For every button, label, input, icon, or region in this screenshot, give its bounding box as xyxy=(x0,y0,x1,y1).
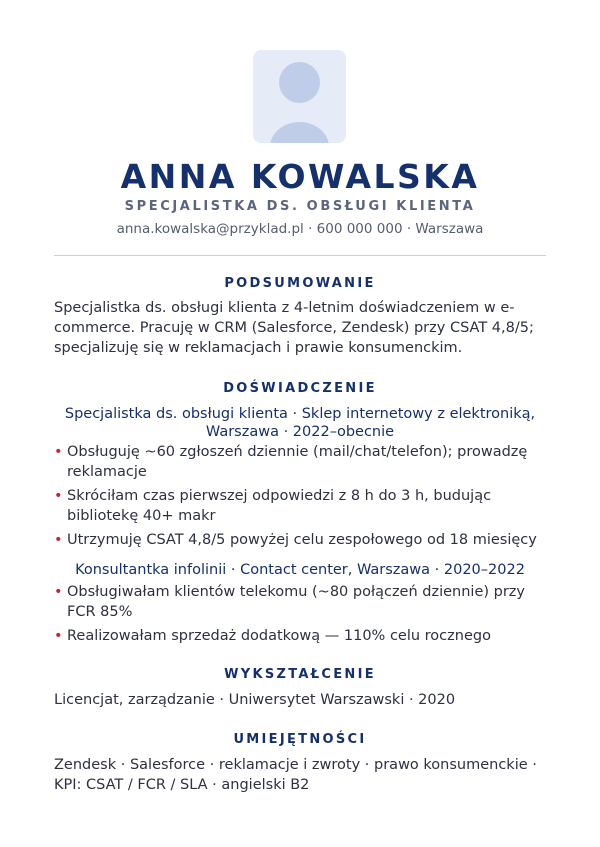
education-heading: WYKSZTAŁCENIE xyxy=(224,667,376,682)
job-2-bullets xyxy=(54,582,546,646)
avatar-body-shape xyxy=(270,122,329,143)
list-item: • Obsługuję ~60 zgłoszeń dziennie (mail/chat/telefon); prowadzę reklamacje xyxy=(54,442,546,482)
avatar-head-shape xyxy=(279,62,320,103)
skills-heading: UMIEJĘTNOŚCI xyxy=(233,732,367,747)
job-role-2: Konsultantka infolinii · Contact center, Warszawa · 2020–2022 xyxy=(75,562,525,578)
summary-heading: PODSUMOWANIE xyxy=(224,276,376,291)
skills-text: Zendesk · Salesforce · reklamacje i zwroty · prawo konsumenckie · KPI: CSAT / FCR / SLA · angielski B2 xyxy=(54,757,537,793)
job-title: SPECJALISTKA DS. OBSŁUGI KLIENTA xyxy=(124,199,476,214)
header-divider xyxy=(54,255,546,256)
contact-line: anna.kowalska@przyklad.pl · 600 000 000 · Warszawa xyxy=(116,221,484,237)
education-text: Licencjat, zarządzanie · Uniwersytet Warszawski · 2020 xyxy=(54,692,456,708)
job-1-bullets xyxy=(54,442,546,550)
summary-text: Specjalistka ds. obsługi klienta z 4-letnim doświadczeniem w e-commerce. Pracuję w CRM (Salesforce, Zendesk) przy CSAT 4,8/5; specjalizuję się w reklamacjach i prawie konsumenckim. xyxy=(54,300,534,356)
profile-photo-placeholder xyxy=(253,50,346,143)
list-item: • Obsługiwałam klientów telekomu (~80 połączeń dziennie) przy FCR 85% xyxy=(54,582,546,622)
experience-heading: DOŚWIADCZENIE xyxy=(223,381,377,396)
list-item: • Realizowałam sprzedaż dodatkową — 110% celu rocznego xyxy=(54,626,546,646)
list-item: • Skróciłam czas pierwszej odpowiedzi z 8 h do 3 h, budując bibliotekę 40+ makr xyxy=(54,486,546,526)
candidate-name: ANNA KOWALSKA xyxy=(120,157,480,196)
job-role-1: Specjalistka ds. obsługi klienta · Sklep internetowy z elektroniką, Warszawa · 2022–obecnie xyxy=(64,406,536,440)
list-item: • Utrzymuję CSAT 4,8/5 powyżej celu zespołowego od 18 miesięcy xyxy=(54,530,546,550)
